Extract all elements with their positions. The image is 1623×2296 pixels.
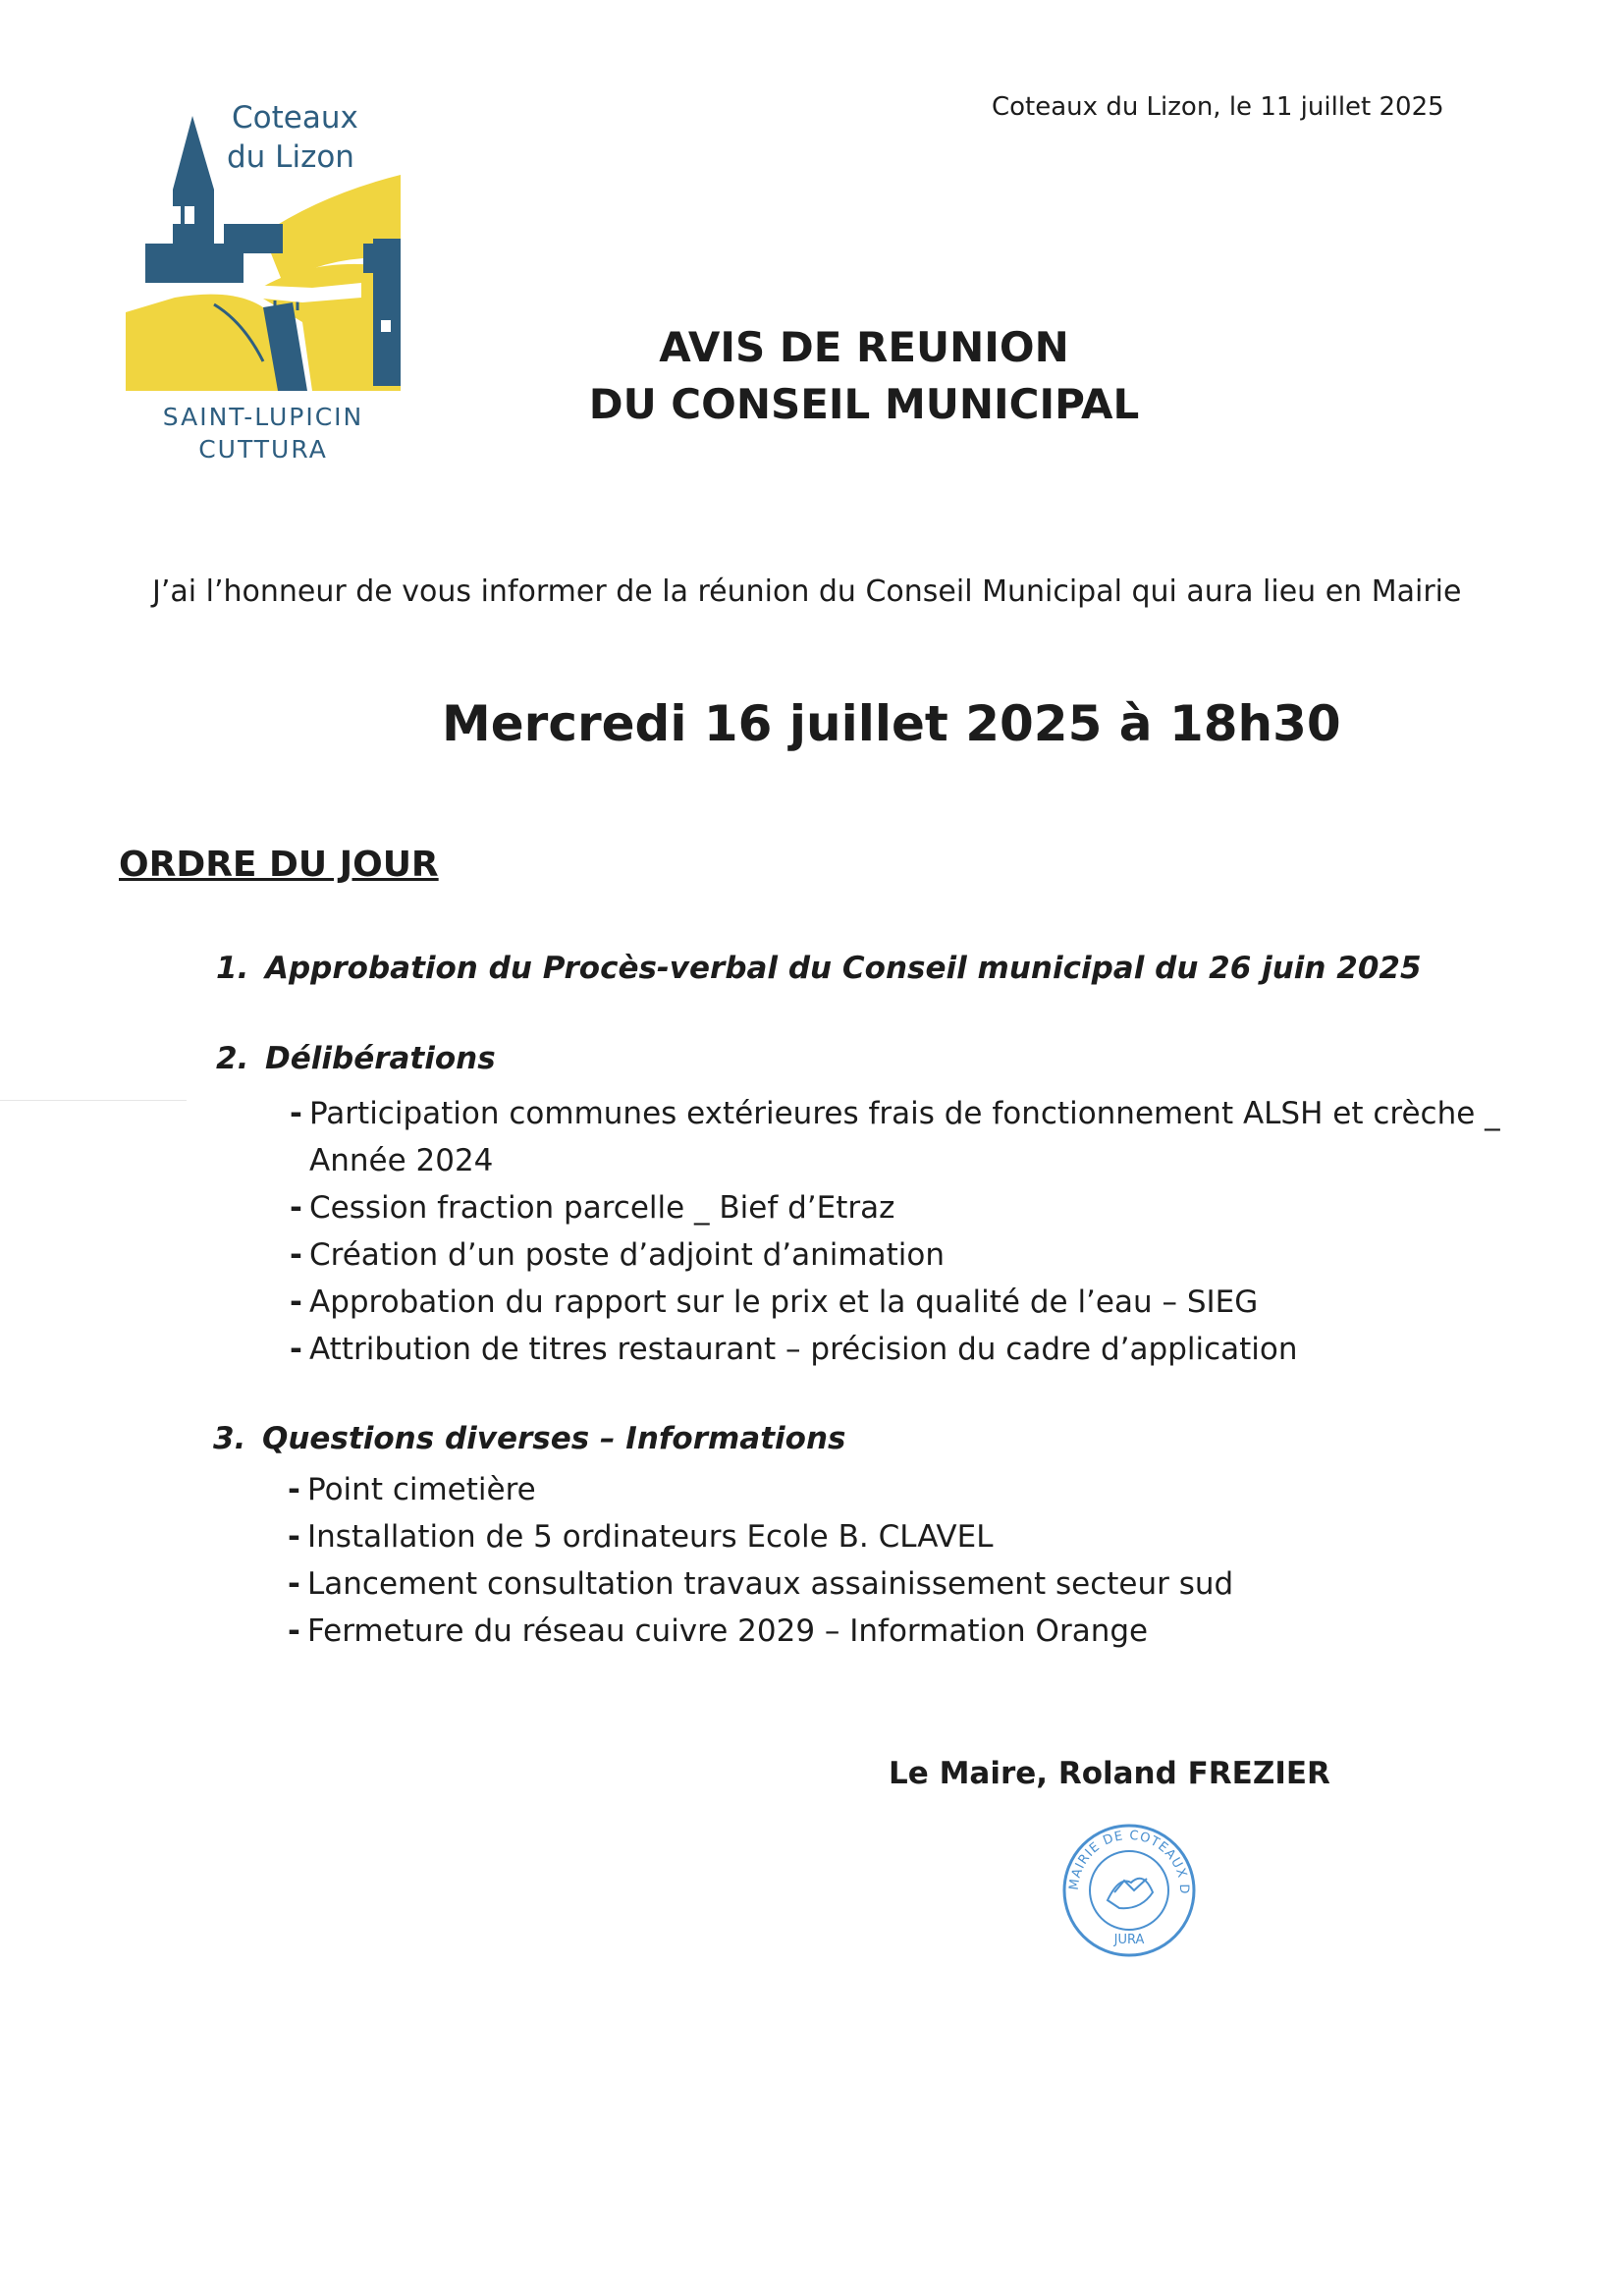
agenda-item-title: Délibérations: [265, 1041, 496, 1076]
questions-list: [288, 1466, 1233, 1655]
agenda-item-2: [216, 1041, 496, 1076]
logo-name-line2: du Lizon: [227, 139, 354, 175]
place-and-date: Coteaux du Lizon, le 11 juillet 2025: [992, 92, 1444, 122]
agenda-heading: ORDRE DU JOUR: [119, 845, 439, 885]
agenda-item-number: 1.: [216, 951, 249, 986]
list-item: - Attribution de titres restaurant – précision du cadre d’application: [290, 1332, 1298, 1367]
list-item: - Cession fraction parcelle _ Bief d’Etraz: [290, 1190, 895, 1226]
list-item: - Fermeture du réseau cuivre 2029 – Information Orange: [288, 1613, 1149, 1649]
list-item: - Lancement consultation travaux assainissement secteur sud: [288, 1566, 1234, 1602]
svg-text:MAIRIE DE COTEAUX DU LIZON: [1060, 1822, 1191, 1895]
document-title: [471, 319, 1257, 433]
agenda-item-title: Questions diverses – Informations: [262, 1421, 846, 1456]
title-line-2: DU CONSEIL MUNICIPAL: [588, 380, 1140, 428]
deliberations-list: [290, 1090, 1500, 1373]
agenda-item-number: 2.: [216, 1041, 249, 1076]
list-item-continuation: Année 2024: [309, 1143, 494, 1178]
agenda-item-title: Approbation du Procès-verbal du Conseil municipal du 26 juin 2025: [265, 951, 1422, 986]
title-line-1: AVIS DE REUNION: [659, 323, 1069, 371]
list-item: - Approbation du rapport sur le prix et la qualité de l’eau – SIEG: [290, 1285, 1259, 1320]
meeting-date: Mercredi 16 juillet 2025 à 18h30: [442, 695, 1341, 752]
stamp-seal: [1060, 1822, 1198, 1959]
logo-subtitle-line2: CUTTURA: [198, 435, 328, 464]
scan-artifact-line: [0, 1100, 187, 1101]
logo-name-line1: Coteaux: [232, 100, 358, 136]
intro-paragraph: J’ai l’honneur de vous informer de la réunion du Conseil Municipal qui aura lieu en Mairie: [152, 574, 1462, 609]
logo-subtitle-line1: SAINT-LUPICIN: [162, 403, 364, 431]
list-item: - Point cimetière: [288, 1472, 536, 1507]
list-item: - Installation de 5 ordinateurs Ecole B. CLAVEL: [288, 1519, 994, 1555]
list-item: - Création d’un poste d’adjoint d’animation: [290, 1237, 945, 1273]
mayor-signature: Le Maire, Roland FREZIER: [889, 1756, 1330, 1791]
agenda-item-number: 3.: [213, 1421, 246, 1456]
stamp-arc-text: MAIRIE DE COTEAUX D: [1066, 1828, 1192, 1895]
stamp-bottom-text: JURA: [1113, 1933, 1145, 1947]
agenda-item-1: [216, 951, 1422, 986]
town-hall-stamp: [1060, 1822, 1198, 1959]
municipality-logo: [116, 96, 410, 469]
agenda-item-3: [213, 1421, 845, 1456]
list-item: - Participation communes extérieures frais de fonctionnement ALSH et crèche _: [290, 1096, 1500, 1131]
